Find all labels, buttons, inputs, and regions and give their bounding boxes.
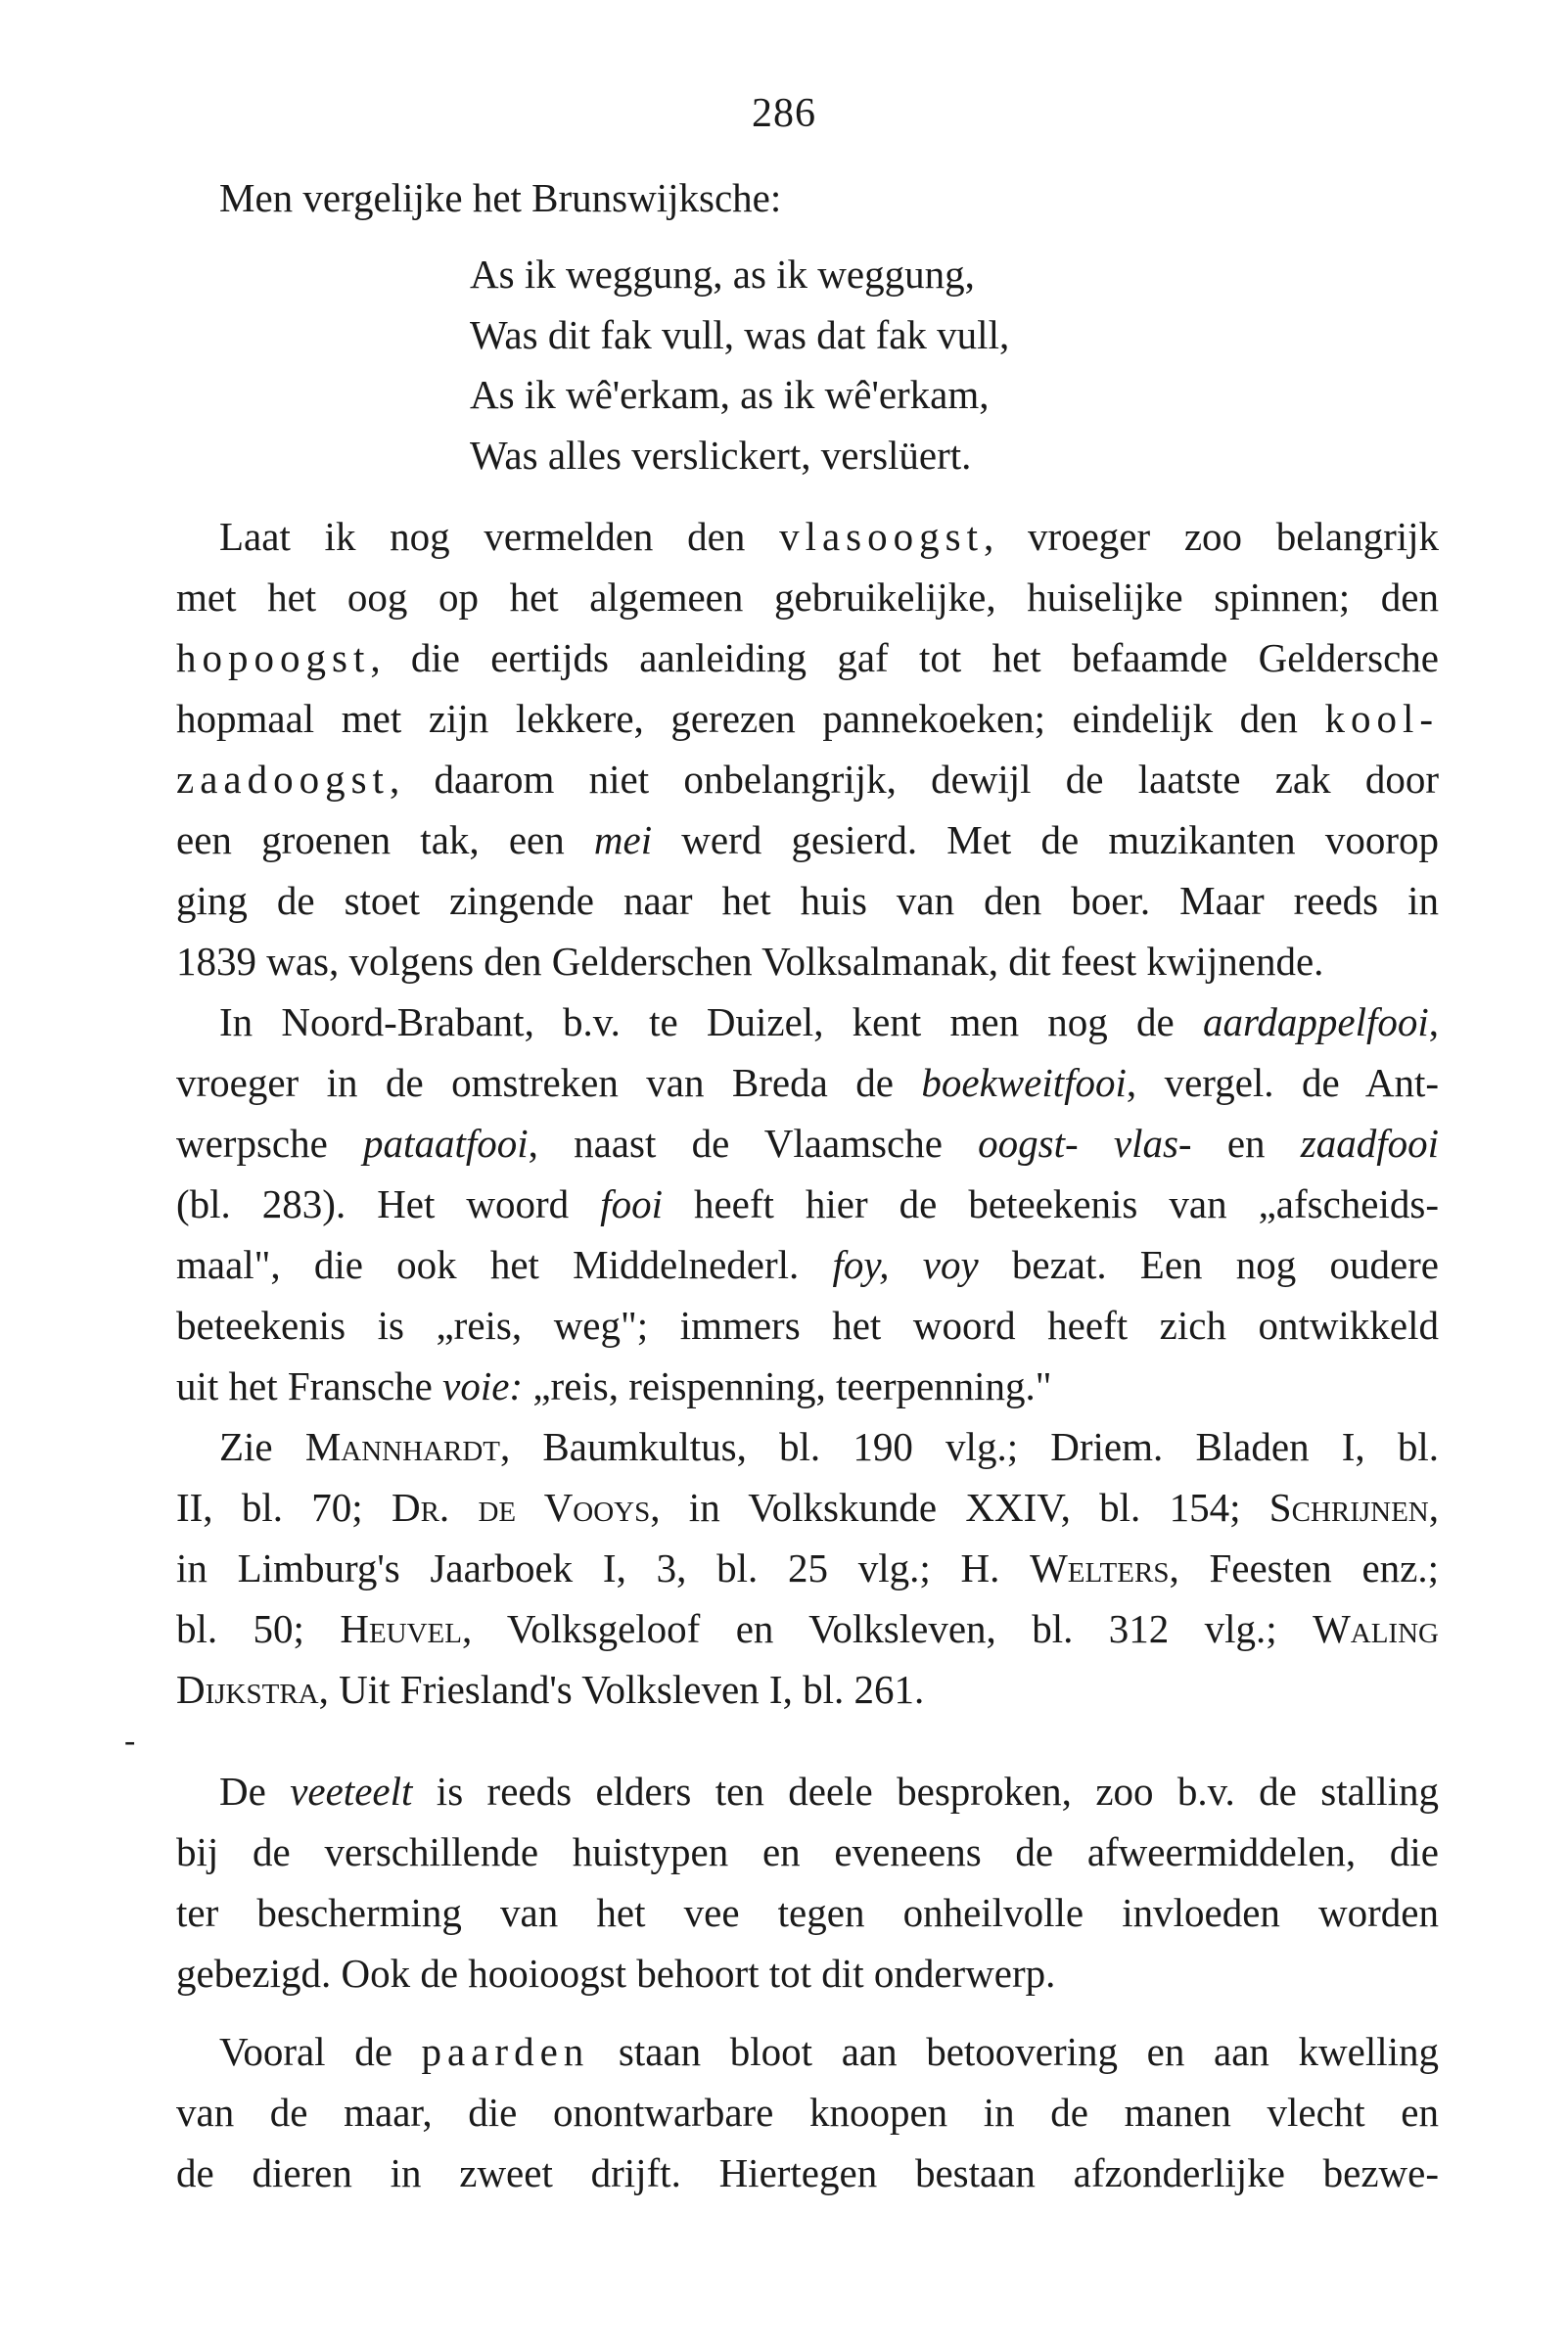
italic-term: voie:: [442, 1363, 524, 1408]
italic-term: mei: [593, 817, 653, 862]
paragraph-line: [219, 1762, 1439, 1821]
paragraph-line: [176, 1053, 1439, 1112]
intro-line: Men vergelijke het Brunswijksche:: [219, 175, 782, 220]
spaced-term: vlasoogst: [779, 514, 984, 559]
text: ,: [1428, 999, 1439, 1044]
text: en: [1191, 1121, 1301, 1166]
text: vroeger in de omstreken van Breda de: [176, 1060, 922, 1105]
text: , Feesten enz.;: [1169, 1545, 1439, 1590]
paragraph-line: [219, 507, 1439, 566]
verse-line: Was dit fak vull, was dat fak vull,: [470, 312, 1010, 357]
author-name: Mannhardt: [304, 1424, 500, 1469]
paragraph-line: [176, 1114, 1439, 1173]
reference-line: [176, 1599, 1439, 1658]
text: , die eertijds aanleiding gaf tot het befaamde Geldersche: [370, 635, 1439, 680]
text: Laat ik nog vermelden den: [219, 514, 780, 559]
paragraph-line: [219, 2022, 1439, 2081]
spaced-term: paarden: [421, 2029, 590, 2074]
italic-term: veeteelt: [290, 1769, 413, 1814]
reference-line: [219, 1417, 1439, 1476]
author-name: Welters: [1030, 1545, 1170, 1590]
text: , vergel. de Ant-: [1126, 1060, 1439, 1105]
author-name: Waling: [1313, 1606, 1439, 1651]
text: Zie: [219, 1424, 305, 1469]
text: staan bloot aan betoovering en aan kwelling: [589, 2029, 1440, 2074]
text: bezat. Een nog oudere: [978, 1242, 1440, 1287]
text: ,: [1428, 1485, 1440, 1530]
spaced-term: kool-: [1324, 696, 1439, 741]
text: een groenen tak, een: [176, 817, 594, 862]
italic-term: boekweitfooi: [921, 1060, 1127, 1105]
text: II, bl. 70;: [176, 1485, 392, 1530]
margin-mark: -: [124, 1723, 136, 1759]
text: , daarom niet onbelangrijk, dewijl de laatste zak door: [389, 757, 1439, 802]
text: in Limburg's Jaarboek I, 3, bl. 25 vlg.; H.: [176, 1545, 1031, 1590]
author-name: Schrijnen: [1268, 1485, 1429, 1530]
text: hopmaal met zijn lekkere, gerezen pannekoeken; eindelijk den: [176, 696, 1325, 741]
italic-term: fooi: [600, 1181, 663, 1226]
text: werd gesierd. Met de muzikanten voorop: [652, 817, 1439, 862]
text: „reis, reispenning, teerpenning.": [523, 1363, 1052, 1408]
page-number: 286: [752, 91, 816, 136]
text: is reeds elders ten deele besproken, zoo b.v. de stalling: [412, 1769, 1439, 1814]
reference-line: [176, 1478, 1439, 1537]
paragraph-line: beteekenis is „reis, weg"; immers het woord heeft zich ontwikkeld: [176, 1303, 1439, 1348]
text: , Uit Friesland's Volksleven I, bl. 261.: [318, 1667, 925, 1712]
paragraph-line: gebezigd. Ook de hooioogst behoort tot dit onderwerp.: [176, 1951, 1056, 1996]
text: , naast de Vlaamsche: [528, 1121, 979, 1166]
paragraph-line: [176, 689, 1439, 748]
paragraph-line: [176, 1357, 1439, 1415]
verse-line: As ik wê'erkam, as ik wê'erkam,: [470, 372, 990, 417]
italic-term: pataatfooi: [363, 1121, 529, 1166]
author-name: Dr. de Vooys: [391, 1485, 651, 1530]
paragraph-line: ter bescherming van het vee tegen onheilvolle invloeden worden: [176, 1890, 1439, 1935]
text: , in Volkskunde XXIV, bl. 154;: [650, 1485, 1269, 1530]
text: (bl. 283). Het woord: [176, 1181, 601, 1226]
paragraph-line: bij de verschillende huistypen en eveneens de afweermiddelen, die: [176, 1829, 1439, 1874]
paragraph-line: de dieren in zweet drijft. Hiertegen bestaan afzonderlijke bezwe-: [176, 2150, 1439, 2195]
text: werpsche: [176, 1121, 364, 1166]
paragraph-line: [176, 1235, 1439, 1294]
text: uit het Fransche: [176, 1363, 443, 1408]
verse-line: As ik weggung, as ik weggung,: [470, 252, 975, 297]
reference-line: [176, 1539, 1439, 1597]
text: maal", die ook het Middelnederl.: [176, 1242, 833, 1287]
paragraph-line: [176, 1175, 1439, 1233]
paragraph-line: [176, 628, 1439, 687]
spaced-term: zaadoogst: [176, 757, 390, 802]
paragraph-line: [219, 992, 1439, 1051]
paragraph-line: ging de stoet zingende naar het huis van den boer. Maar reeds in: [176, 878, 1439, 923]
italic-term: foy, voy: [832, 1242, 979, 1287]
author-name: Dijkstra: [176, 1667, 319, 1712]
italic-term: zaadfooi: [1300, 1121, 1440, 1166]
author-name: Heuvel: [340, 1606, 462, 1651]
text: , Volksgeloof en Volksleven, bl. 312 vlg.;: [461, 1606, 1314, 1651]
text: De: [219, 1769, 291, 1814]
paragraph-line: 1839 was, volgens den Gelderschen Volksalmanak, dit feest kwijnende.: [176, 939, 1324, 984]
text: Vooral de: [219, 2029, 422, 2074]
paragraph-line: [176, 750, 1439, 808]
text: , Baumkultus, bl. 190 vlg.; Driem. Bladen I, bl.: [500, 1424, 1439, 1469]
text: , vroeger zoo belangrijk: [983, 514, 1440, 559]
text: In Noord-Brabant, b.v. te Duizel, kent men nog de: [219, 999, 1203, 1044]
text: bl. 50;: [176, 1606, 341, 1651]
reference-line: [176, 1660, 1439, 1719]
italic-term: oogst- vlas-: [978, 1121, 1192, 1166]
verse-line: Was alles verslickert, verslüert.: [470, 433, 972, 478]
paragraph-line: [176, 810, 1439, 869]
italic-term: aardappelfooi: [1202, 999, 1429, 1044]
spaced-term: hopoogst: [176, 635, 371, 680]
paragraph-line: van de maar, die onontwarbare knoopen in de manen vlecht en: [176, 2090, 1439, 2135]
text: heeft hier de beteekenis van „afscheids-: [662, 1181, 1439, 1226]
paragraph-line: met het oog op het algemeen gebruikelijke, huiselijke spinnen; den: [176, 575, 1439, 620]
